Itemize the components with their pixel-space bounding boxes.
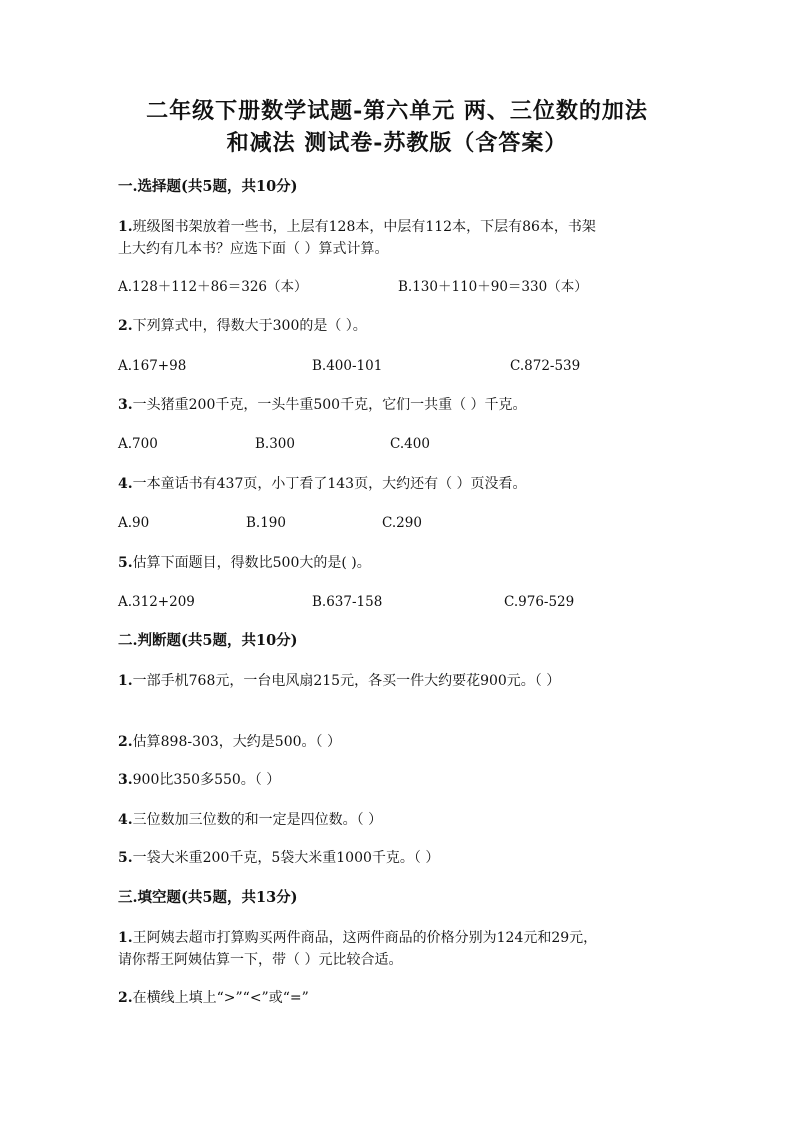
question-number: 1.: [118, 219, 133, 235]
question-line: 班级图书架放着一些书，上层有128本，中层有112本，下层有86本，书架: [132, 219, 596, 235]
question-line: 在横线上填上“>”“<”或“=”: [132, 990, 309, 1006]
question-text: [118, 473, 527, 495]
question-line: 三位数加三位数的和一定是四位数。（ ）: [132, 812, 383, 828]
question-number: 4.: [118, 812, 133, 828]
question-line: 一部手机768元，一台电风扇215元，各买一件大约要花900元。（ ）: [132, 673, 561, 689]
question-line: 估算898-303，大约是500。（ ）: [132, 734, 341, 750]
question-line: 一袋大米重200千克，5袋大米重1000千克。（ ）: [132, 850, 440, 866]
option-b: B.130＋110＋90＝330（本）: [398, 279, 588, 295]
question-number: 1.: [118, 673, 133, 689]
document-title-line-1: 二年级下册数学试题-第六单元 两、三位数的加法: [146, 98, 648, 124]
question-text: [118, 809, 382, 831]
question-number: 2.: [118, 990, 133, 1006]
option-a: A.167+98: [118, 358, 187, 374]
question-line: 900比350多550。（ ）: [132, 772, 281, 788]
question-number: 3.: [118, 397, 133, 413]
question-number: 2.: [118, 318, 133, 334]
question-line: 请你帮王阿姨估算一下，带（ ）元比较合适。: [118, 952, 403, 968]
question-text: [118, 769, 280, 791]
question-text: [118, 987, 309, 1009]
option-b: B.637-158: [312, 594, 383, 610]
question-text: [118, 315, 367, 337]
document-title-line-2: 和减法 测试卷-苏教版（含答案）: [226, 130, 568, 156]
question-text: [118, 552, 371, 574]
section-heading-judgement: 二.判断题(共5题，共10分): [118, 632, 298, 649]
question-text: [118, 731, 341, 753]
option-a: A.312+209: [118, 594, 195, 610]
question-number: 4.: [118, 476, 133, 492]
question-number: 2.: [118, 734, 133, 750]
question-text: [118, 670, 560, 692]
question-line: 下列算式中，得数大于300的是（ ）。: [132, 318, 367, 334]
option-c: C.400: [390, 436, 430, 452]
question-number: 1.: [118, 930, 133, 946]
option-c: C.290: [382, 515, 422, 531]
question-number: 3.: [118, 772, 133, 788]
option-b: B.300: [255, 436, 295, 452]
option-a: A.90: [118, 515, 150, 531]
question-line: 王阿姨去超市打算购买两件商品，这两件商品的价格分别为124元和29元，: [132, 930, 598, 946]
option-a: A.700: [118, 436, 158, 452]
option-c: C.872-539: [510, 358, 581, 374]
question-text: [118, 216, 596, 238]
option-b: B.190: [246, 515, 286, 531]
question-line: 一头猪重200千克，一头牛重500千克，它们一共重（ ）千克。: [132, 397, 527, 413]
section-heading-fill-in: 三.填空题(共5题，共13分): [118, 889, 298, 906]
option-b: B.400-101: [312, 358, 383, 374]
question-number: 5.: [118, 850, 133, 866]
question-text: [118, 394, 527, 416]
question-line: 上大约有几本书？应选下面（ ）算式计算。: [118, 241, 389, 257]
question-text: [118, 847, 439, 869]
option-a: A.128＋112＋86＝326（本）: [118, 279, 308, 295]
question-line: 一本童话书有437页，小丁看了143页，大约还有（ ）页没看。: [132, 476, 527, 492]
question-text: [118, 927, 597, 949]
question-number: 5.: [118, 555, 133, 571]
question-line: 估算下面题目，得数比500大的是( )。: [132, 555, 371, 571]
option-c: C.976-529: [504, 594, 575, 610]
section-heading-choice: 一.选择题(共5题，共10分): [118, 178, 298, 195]
